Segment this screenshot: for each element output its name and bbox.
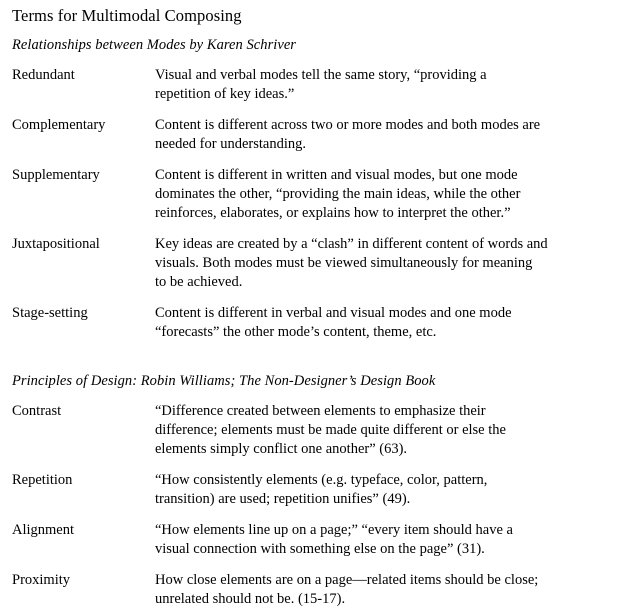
glossary-entry <box>12 116 616 154</box>
entry-definition <box>155 166 587 223</box>
section-principles-of-design <box>12 372 616 609</box>
entry-term: Juxtapositional <box>12 236 100 252</box>
definition-line: needed for understanding. <box>155 136 306 152</box>
entry-term: Proximity <box>12 572 71 588</box>
entry-definition <box>155 471 587 509</box>
glossary-entry <box>12 571 616 609</box>
definition-line: dominates the other, “providing the main ideas, while the other <box>155 186 521 202</box>
definition-line: How close elements are on a page—related items should be close; <box>155 572 539 588</box>
definition-line: Visual and verbal modes tell the same story, “providing a <box>155 67 487 83</box>
entry-term: Stage-setting <box>12 305 88 321</box>
entry-definition <box>155 116 587 154</box>
glossary-entry <box>12 235 616 292</box>
definition-line: repetition of key ideas.” <box>155 86 295 102</box>
definition-line: difference; elements must be made quite different or else the <box>155 422 506 438</box>
entry-term: Alignment <box>12 522 75 538</box>
glossary-entry <box>12 304 616 342</box>
entry-term: Repetition <box>12 472 73 488</box>
entry-definition <box>155 235 587 292</box>
entry-term: Contrast <box>12 403 62 419</box>
definition-line: Content is different across two or more modes and both modes are <box>155 117 541 133</box>
entry-definition <box>155 402 587 459</box>
definition-line: Content is different in verbal and visual modes and one mode <box>155 305 512 321</box>
definition-line: unrelated should not be. (15-17). <box>155 591 346 607</box>
definition-line: visuals. Both modes must be viewed simultaneously for meaning <box>155 255 533 271</box>
entry-term: Supplementary <box>12 167 100 183</box>
definition-line: Key ideas are created by a “clash” in different content of words and <box>155 236 548 252</box>
entry-definition <box>155 304 587 342</box>
section-heading: Relationships between Modes by Karen Schriver <box>12 37 297 53</box>
glossary-entry <box>12 66 616 104</box>
entry-definition <box>155 521 587 559</box>
definition-line: to be achieved. <box>155 274 243 290</box>
definition-line: “Difference created between elements to emphasize their <box>155 403 486 419</box>
entry-definition <box>155 571 587 609</box>
section-heading: Principles of Design: Robin Williams; The Non-Designer’s Design Book <box>12 373 436 389</box>
section-relationships-between-modes <box>12 36 616 342</box>
glossary-entry <box>12 521 616 559</box>
definition-line: “How consistently elements (e.g. typeface, color, pattern, <box>155 472 488 488</box>
definition-line: reinforces, elaborates, or explains how to interpret the other.” <box>155 205 511 221</box>
definition-line: “forecasts” the other mode’s content, theme, etc. <box>155 324 437 340</box>
glossary-entry <box>12 402 616 459</box>
glossary-entry <box>12 166 616 223</box>
glossary-entry <box>12 471 616 509</box>
entry-definition <box>155 66 587 104</box>
entry-term: Complementary <box>12 117 106 133</box>
section-divider-space <box>12 342 616 372</box>
page-title: Terms for Multimodal Composing <box>12 6 242 25</box>
entry-term: Redundant <box>12 67 75 83</box>
definition-line: visual connection with something else on the page” (31). <box>155 541 485 557</box>
definition-line: transition) are used; repetition unifies” (49). <box>155 491 411 507</box>
definition-line: Content is different in written and visual modes, but one mode <box>155 167 518 183</box>
definition-line: “How elements line up on a page;” “every item should have a <box>155 522 513 538</box>
definition-line: elements simply conflict one another” (63). <box>155 441 408 457</box>
